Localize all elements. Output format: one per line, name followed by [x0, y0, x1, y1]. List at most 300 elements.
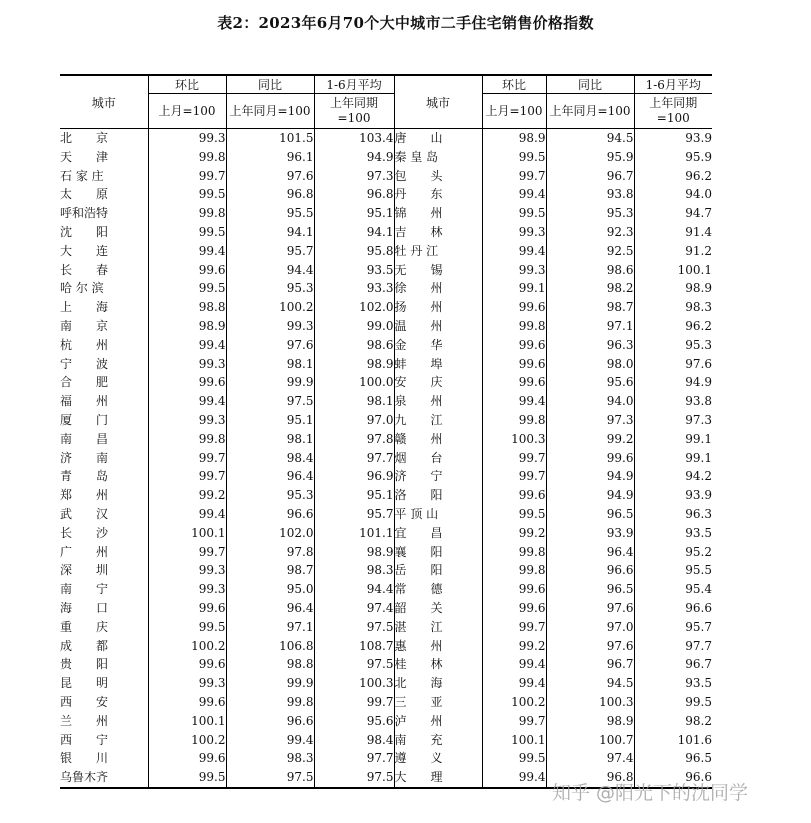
avg-value-left: 100.3 — [314, 674, 394, 693]
avg-value-right: 100.1 — [634, 261, 712, 280]
table-row — [60, 298, 712, 317]
avg-value-left: 102.0 — [314, 298, 394, 317]
table-row — [60, 655, 712, 674]
city-name-left: 贵 阳 — [60, 657, 109, 672]
city-name-left: 济 南 — [60, 450, 109, 465]
mom-value-left: 98.8 — [148, 298, 226, 317]
mom-value-left: 99.5 — [148, 185, 226, 204]
city-name-left: 银 川 — [60, 751, 109, 766]
avg-value-right: 96.3 — [634, 505, 712, 524]
mom-value-left: 99.8 — [148, 148, 226, 167]
table-row — [60, 261, 712, 280]
mom-value-right: 99.6 — [482, 580, 546, 599]
city-name-left: 长 沙 — [60, 525, 109, 540]
city-name-right: 丹 东 — [394, 185, 482, 204]
mom-value-right: 99.6 — [482, 599, 546, 618]
city-name-right: 锦 州 — [394, 204, 482, 223]
avg-value-left: 98.9 — [314, 543, 394, 562]
mom-value-right: 99.7 — [482, 712, 546, 731]
yoy-value-right: 92.5 — [546, 242, 634, 261]
avg-value-right: 94.9 — [634, 373, 712, 392]
avg-value-left: 97.3 — [314, 167, 394, 186]
yoy-value-left: 98.8 — [226, 655, 314, 674]
avg-value-right: 93.9 — [634, 129, 712, 148]
city-name-right: 洛 阳 — [394, 486, 482, 505]
price-index-table — [60, 74, 712, 789]
avg-value-left: 94.1 — [314, 223, 394, 242]
city-name-right: 温 州 — [394, 317, 482, 336]
mom-value-left: 99.4 — [148, 336, 226, 355]
mom-value-left: 100.1 — [148, 524, 226, 543]
avg-value-right: 94.7 — [634, 204, 712, 223]
city-name-left: 青 岛 — [60, 469, 109, 484]
yoy-value-right: 94.9 — [546, 467, 634, 486]
yoy-value-left: 100.2 — [226, 298, 314, 317]
city-name-right: 赣 州 — [394, 430, 482, 449]
yoy-value-left: 95.3 — [226, 279, 314, 298]
avg-value-left: 97.8 — [314, 430, 394, 449]
yoy-value-left: 98.1 — [226, 430, 314, 449]
mom-value-right: 99.5 — [482, 148, 546, 167]
city-name-right: 大 理 — [394, 768, 482, 788]
avg-value-right: 96.2 — [634, 167, 712, 186]
yoy-value-right: 95.6 — [546, 373, 634, 392]
yoy-value-left: 98.3 — [226, 749, 314, 768]
yoy-value-left: 95.5 — [226, 204, 314, 223]
yoy-value-right: 96.5 — [546, 505, 634, 524]
city-name-left: 合 肥 — [60, 375, 109, 390]
avg-value-right: 98.9 — [634, 279, 712, 298]
mom-value-left: 99.8 — [148, 430, 226, 449]
city-name-right: 泉 州 — [394, 392, 482, 411]
yoy-value-right: 98.7 — [546, 298, 634, 317]
yoy-value-left: 96.4 — [226, 467, 314, 486]
mom-value-right: 99.5 — [482, 749, 546, 768]
yoy-value-left: 97.6 — [226, 167, 314, 186]
table-row — [60, 749, 712, 768]
mom-value-left: 99.6 — [148, 655, 226, 674]
mom-header-right: 环比 — [482, 75, 546, 94]
city-name-left: 西 宁 — [60, 732, 109, 747]
city-name-left: 西 安 — [60, 694, 109, 709]
mom-base-left: 上月=100 — [148, 94, 226, 129]
avg-base-left: 上年同期=100 — [314, 94, 394, 129]
yoy-value-right: 96.4 — [546, 543, 634, 562]
mom-value-left: 99.4 — [148, 392, 226, 411]
avg-value-right: 93.5 — [634, 524, 712, 543]
city-name-right: 牡 丹 江 — [394, 242, 482, 261]
city-header-left: 城市 — [60, 75, 148, 129]
city-name-right: 金 华 — [394, 336, 482, 355]
yoy-value-right: 94.9 — [546, 486, 634, 505]
mom-value-right: 99.7 — [482, 449, 546, 468]
yoy-value-right: 99.6 — [546, 449, 634, 468]
yoy-value-right: 97.3 — [546, 411, 634, 430]
city-name-left: 哈 尔 滨 — [60, 281, 104, 296]
city-name-right: 平 顶 山 — [394, 505, 482, 524]
city-name-right: 岳 阳 — [394, 561, 482, 580]
avg-value-right: 97.3 — [634, 411, 712, 430]
table-row — [60, 430, 712, 449]
yoy-value-right: 92.3 — [546, 223, 634, 242]
yoy-value-left: 97.1 — [226, 618, 314, 637]
mom-value-left: 99.3 — [148, 580, 226, 599]
city-name-left: 杭 州 — [60, 337, 109, 352]
mom-value-right: 99.6 — [482, 355, 546, 374]
avg-value-right: 95.7 — [634, 618, 712, 637]
avg-value-right: 93.9 — [634, 486, 712, 505]
table-row — [60, 599, 712, 618]
avg-value-left: 94.9 — [314, 148, 394, 167]
table-row — [60, 505, 712, 524]
yoy-value-left: 101.5 — [226, 129, 314, 148]
mom-value-right: 99.8 — [482, 411, 546, 430]
yoy-header-left: 同比 — [226, 75, 314, 94]
city-name-left: 兰 州 — [60, 713, 109, 728]
city-name-right: 湛 江 — [394, 618, 482, 637]
city-name-right: 常 德 — [394, 580, 482, 599]
mom-value-left: 99.3 — [148, 674, 226, 693]
yoy-value-right: 96.7 — [546, 655, 634, 674]
mom-value-right: 98.9 — [482, 129, 546, 148]
mom-value-left: 99.4 — [148, 505, 226, 524]
yoy-value-right: 96.8 — [546, 768, 634, 788]
yoy-value-right: 99.2 — [546, 430, 634, 449]
table-row — [60, 486, 712, 505]
yoy-value-left: 98.4 — [226, 449, 314, 468]
mom-value-right: 99.1 — [482, 279, 546, 298]
city-name-left: 福 州 — [60, 394, 109, 409]
city-name-right: 襄 阳 — [394, 543, 482, 562]
mom-header-left: 环比 — [148, 75, 226, 94]
mom-value-right: 100.2 — [482, 693, 546, 712]
table-row — [60, 637, 712, 656]
yoy-value-left: 99.4 — [226, 731, 314, 750]
yoy-value-right: 95.9 — [546, 148, 634, 167]
yoy-value-left: 96.8 — [226, 185, 314, 204]
table-row — [60, 185, 712, 204]
mom-value-left: 99.6 — [148, 693, 226, 712]
avg-value-right: 94.2 — [634, 467, 712, 486]
city-name-right: 蚌 埠 — [394, 355, 482, 374]
city-name-right: 宜 昌 — [394, 524, 482, 543]
table-row — [60, 524, 712, 543]
mom-value-left: 99.3 — [148, 129, 226, 148]
table-row — [60, 693, 712, 712]
city-name-right: 九 江 — [394, 411, 482, 430]
avg-value-left: 95.7 — [314, 505, 394, 524]
yoy-value-right: 100.7 — [546, 731, 634, 750]
mom-value-right: 99.6 — [482, 336, 546, 355]
mom-value-left: 99.7 — [148, 543, 226, 562]
yoy-value-right: 97.0 — [546, 618, 634, 637]
avg-value-right: 95.3 — [634, 336, 712, 355]
yoy-value-left: 99.9 — [226, 373, 314, 392]
avg-value-left: 95.1 — [314, 486, 394, 505]
city-name-left: 呼和浩特 — [60, 206, 109, 221]
city-name-left: 成 都 — [60, 638, 109, 653]
table-row — [60, 373, 712, 392]
mom-base-right: 上月=100 — [482, 94, 546, 129]
avg-value-left: 108.7 — [314, 637, 394, 656]
city-name-right: 吉 林 — [394, 223, 482, 242]
mom-value-right: 99.8 — [482, 317, 546, 336]
yoy-value-left: 95.3 — [226, 486, 314, 505]
table-row — [60, 336, 712, 355]
city-name-right: 惠 州 — [394, 637, 482, 656]
mom-value-left: 98.9 — [148, 317, 226, 336]
yoy-value-right: 98.0 — [546, 355, 634, 374]
mom-value-right: 99.8 — [482, 561, 546, 580]
avg-value-right: 96.6 — [634, 599, 712, 618]
yoy-value-right: 97.6 — [546, 599, 634, 618]
mom-value-left: 99.5 — [148, 618, 226, 637]
avg-value-left: 93.3 — [314, 279, 394, 298]
table-row — [60, 317, 712, 336]
avg-value-left: 96.8 — [314, 185, 394, 204]
avg-value-left: 97.7 — [314, 449, 394, 468]
mom-value-right: 99.4 — [482, 185, 546, 204]
mom-value-right: 99.7 — [482, 467, 546, 486]
city-name-right: 烟 台 — [394, 449, 482, 468]
yoy-value-right: 100.3 — [546, 693, 634, 712]
mom-value-right: 99.7 — [482, 167, 546, 186]
avg-value-right: 91.4 — [634, 223, 712, 242]
avg-value-right: 93.8 — [634, 392, 712, 411]
avg-value-left: 94.4 — [314, 580, 394, 599]
avg-value-left: 103.4 — [314, 129, 394, 148]
city-name-left: 宁 波 — [60, 356, 109, 371]
city-name-right: 三 亚 — [394, 693, 482, 712]
mom-value-left: 99.3 — [148, 355, 226, 374]
avg-value-left: 97.7 — [314, 749, 394, 768]
mom-value-right: 100.1 — [482, 731, 546, 750]
city-name-right: 韶 关 — [394, 599, 482, 618]
avg-value-left: 98.1 — [314, 392, 394, 411]
table-row — [60, 561, 712, 580]
avg-value-right: 99.5 — [634, 693, 712, 712]
watermark: 知乎 @阳光下的沈同学 — [552, 782, 749, 804]
mom-value-right: 99.8 — [482, 543, 546, 562]
city-name-left: 天 津 — [60, 149, 109, 164]
city-name-right: 唐 山 — [394, 129, 482, 148]
avg-value-left: 97.5 — [314, 655, 394, 674]
mom-value-left: 99.6 — [148, 599, 226, 618]
avg-value-right: 95.9 — [634, 148, 712, 167]
city-name-right: 遵 义 — [394, 749, 482, 768]
mom-value-left: 99.2 — [148, 486, 226, 505]
yoy-value-right: 96.7 — [546, 167, 634, 186]
table-row — [60, 279, 712, 298]
city-name-left: 深 圳 — [60, 563, 109, 578]
avg-value-right: 94.0 — [634, 185, 712, 204]
yoy-value-left: 94.1 — [226, 223, 314, 242]
mom-value-right: 99.4 — [482, 392, 546, 411]
mom-value-left: 100.1 — [148, 712, 226, 731]
table-row — [60, 411, 712, 430]
avg-value-right: 101.6 — [634, 731, 712, 750]
avg-value-left: 95.8 — [314, 242, 394, 261]
city-name-left: 南 宁 — [60, 582, 109, 597]
city-name-right: 北 海 — [394, 674, 482, 693]
table-row — [60, 242, 712, 261]
mom-value-right: 99.6 — [482, 373, 546, 392]
mom-value-right: 99.5 — [482, 204, 546, 223]
mom-value-left: 99.7 — [148, 449, 226, 468]
yoy-value-left: 99.3 — [226, 317, 314, 336]
table-row — [60, 167, 712, 186]
mom-value-left: 100.2 — [148, 637, 226, 656]
city-name-left: 郑 州 — [60, 488, 109, 503]
city-name-left: 乌鲁木齐 — [60, 768, 148, 788]
avg-value-right: 98.2 — [634, 712, 712, 731]
mom-value-left: 99.5 — [148, 223, 226, 242]
yoy-value-left: 96.6 — [226, 505, 314, 524]
yoy-value-left: 94.4 — [226, 261, 314, 280]
mom-value-left: 99.6 — [148, 749, 226, 768]
avg-base-right: 上年同期=100 — [634, 94, 712, 129]
mom-value-left: 100.2 — [148, 731, 226, 750]
mom-value-left: 99.8 — [148, 204, 226, 223]
mom-value-left: 99.7 — [148, 467, 226, 486]
city-name-right: 无 锡 — [394, 261, 482, 280]
city-name-left: 北 京 — [60, 131, 109, 145]
city-name-left: 广 州 — [60, 544, 109, 559]
avg-value-left: 101.1 — [314, 524, 394, 543]
city-name-left: 南 昌 — [60, 431, 109, 446]
city-name-right: 安 庆 — [394, 373, 482, 392]
avg-value-left: 97.5 — [314, 768, 394, 788]
mom-value-right: 99.6 — [482, 298, 546, 317]
yoy-value-left: 98.7 — [226, 561, 314, 580]
yoy-value-left: 99.9 — [226, 674, 314, 693]
yoy-value-right: 97.4 — [546, 749, 634, 768]
table-title: 表2：2023年6月70个大中城市二手住宅销售价格指数 — [217, 14, 594, 32]
city-name-left: 长 春 — [60, 262, 109, 277]
yoy-base-right: 上年同月=100 — [546, 94, 634, 129]
yoy-value-right: 93.8 — [546, 185, 634, 204]
avg-value-right: 96.2 — [634, 317, 712, 336]
yoy-value-right: 94.5 — [546, 129, 634, 148]
mom-value-left: 99.4 — [148, 242, 226, 261]
mom-value-right: 99.7 — [482, 618, 546, 637]
table-row — [60, 543, 712, 562]
mom-value-left: 99.3 — [148, 561, 226, 580]
yoy-value-left: 96.1 — [226, 148, 314, 167]
yoy-value-left: 98.1 — [226, 355, 314, 374]
yoy-value-left: 97.6 — [226, 336, 314, 355]
yoy-value-left: 106.8 — [226, 637, 314, 656]
avg-value-left: 99.7 — [314, 693, 394, 712]
yoy-value-right: 96.5 — [546, 580, 634, 599]
yoy-value-left: 95.0 — [226, 580, 314, 599]
city-name-left: 海 口 — [60, 600, 109, 615]
mom-value-right: 99.6 — [482, 486, 546, 505]
yoy-value-right: 98.9 — [546, 712, 634, 731]
table-row — [60, 712, 712, 731]
city-name-left: 南 京 — [60, 318, 109, 333]
avg-value-right: 95.2 — [634, 543, 712, 562]
yoy-value-right: 97.1 — [546, 317, 634, 336]
yoy-value-left: 95.7 — [226, 242, 314, 261]
table-row — [60, 449, 712, 468]
city-name-right: 徐 州 — [394, 279, 482, 298]
yoy-value-left: 97.5 — [226, 768, 314, 788]
city-name-left: 太 原 — [60, 187, 109, 202]
yoy-value-left: 97.5 — [226, 392, 314, 411]
city-name-left: 沈 阳 — [60, 224, 109, 239]
mom-value-right: 99.2 — [482, 524, 546, 543]
avg-value-left: 97.4 — [314, 599, 394, 618]
avg-value-left: 97.0 — [314, 411, 394, 430]
avg-value-right: 97.7 — [634, 637, 712, 656]
table-row — [60, 223, 712, 242]
city-name-right: 扬 州 — [394, 298, 482, 317]
avg-value-right: 95.4 — [634, 580, 712, 599]
avg-value-left: 93.5 — [314, 261, 394, 280]
table-row — [60, 731, 712, 750]
yoy-value-left: 97.8 — [226, 543, 314, 562]
city-name-right: 包 头 — [394, 167, 482, 186]
yoy-base-left: 上年同月=100 — [226, 94, 314, 129]
yoy-value-left: 102.0 — [226, 524, 314, 543]
table-row — [60, 674, 712, 693]
yoy-value-left: 95.1 — [226, 411, 314, 430]
avg-value-left: 95.6 — [314, 712, 394, 731]
city-name-left: 上 海 — [60, 300, 109, 315]
yoy-header-right: 同比 — [546, 75, 634, 94]
avg-value-right: 96.7 — [634, 655, 712, 674]
city-name-right: 泸 州 — [394, 712, 482, 731]
mom-value-right: 99.4 — [482, 768, 546, 788]
avg-value-right: 96.6 — [634, 768, 712, 788]
yoy-value-right: 96.6 — [546, 561, 634, 580]
mom-value-right: 99.5 — [482, 505, 546, 524]
yoy-value-right: 98.6 — [546, 261, 634, 280]
avg-value-left: 100.0 — [314, 373, 394, 392]
mom-value-left: 99.7 — [148, 167, 226, 186]
avg-value-left: 98.3 — [314, 561, 394, 580]
city-name-right: 桂 林 — [394, 655, 482, 674]
avg-header-left: 1-6月平均 — [314, 75, 394, 94]
mom-value-right: 100.3 — [482, 430, 546, 449]
city-name-left: 武 汉 — [60, 506, 109, 521]
avg-value-left: 98.6 — [314, 336, 394, 355]
avg-value-right: 91.2 — [634, 242, 712, 261]
city-name-right: 南 充 — [394, 731, 482, 750]
mom-value-right: 99.4 — [482, 242, 546, 261]
avg-value-left: 95.1 — [314, 204, 394, 223]
table-row — [60, 355, 712, 374]
avg-value-left: 96.9 — [314, 467, 394, 486]
table-row — [60, 148, 712, 167]
yoy-value-right: 95.3 — [546, 204, 634, 223]
yoy-value-right: 97.6 — [546, 637, 634, 656]
avg-value-right: 99.1 — [634, 430, 712, 449]
mom-value-left: 99.6 — [148, 373, 226, 392]
yoy-value-left: 96.4 — [226, 599, 314, 618]
mom-value-right: 99.2 — [482, 637, 546, 656]
mom-value-right: 99.4 — [482, 655, 546, 674]
city-name-right: 济 宁 — [394, 467, 482, 486]
city-header-right: 城市 — [394, 75, 482, 129]
city-name-left: 重 庆 — [60, 619, 109, 634]
yoy-value-right: 93.9 — [546, 524, 634, 543]
avg-value-left: 97.5 — [314, 618, 394, 637]
table-row — [60, 618, 712, 637]
mom-value-left: 99.3 — [148, 411, 226, 430]
mom-value-left: 99.5 — [148, 768, 226, 788]
